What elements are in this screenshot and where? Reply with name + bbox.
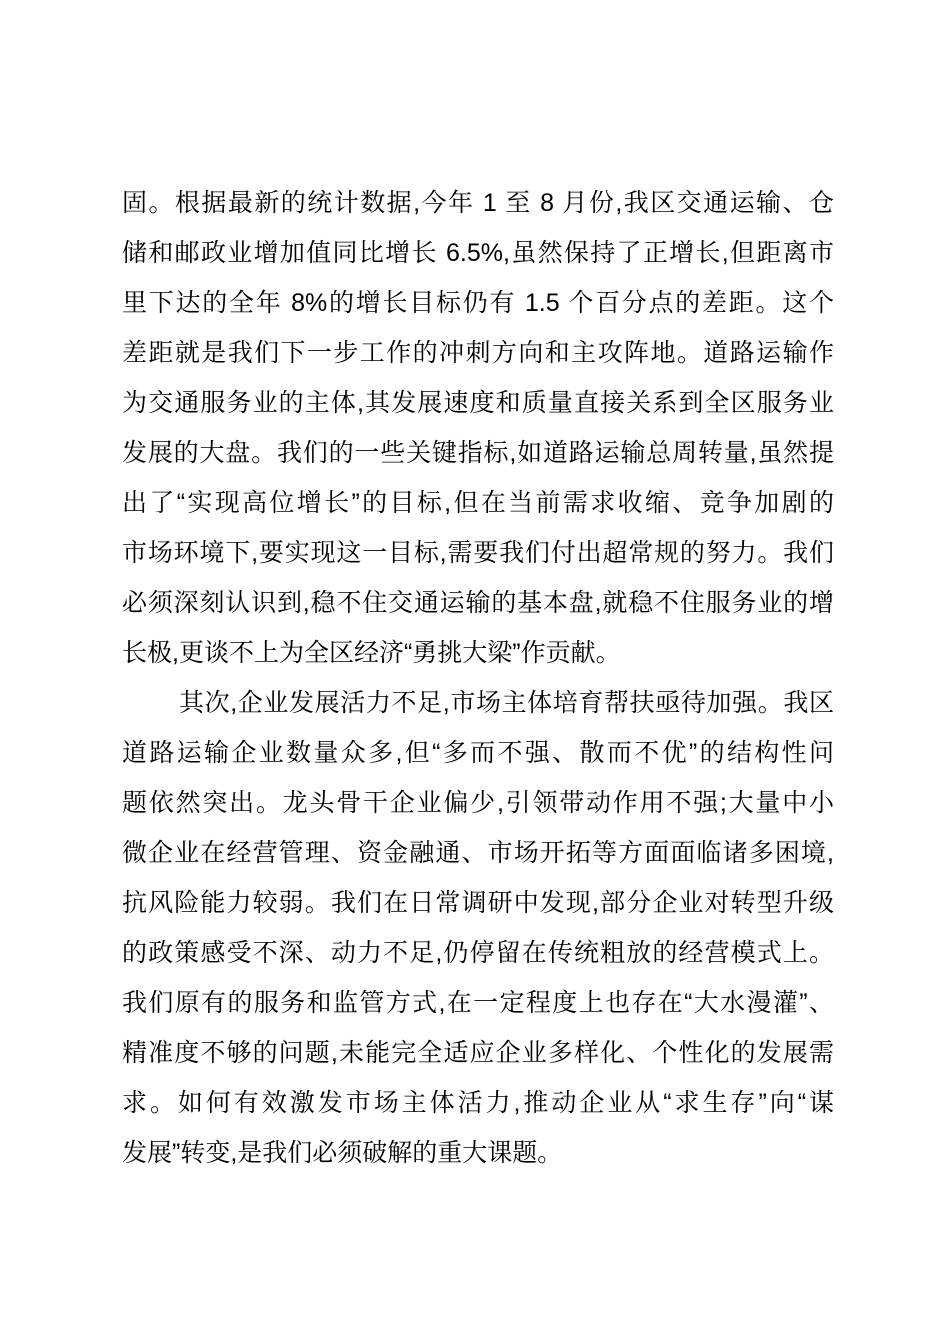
- text-line: 出了“实现高位增长”的目标,但在当前需求收缩、竞争加剧的: [122, 489, 834, 517]
- text-line: 题依然突出。龙头骨干企业偏少,引领带动作用不强;大量中小: [122, 789, 834, 817]
- text-line: 求。如何有效激发市场主体活力,推动企业从“求生存”向“谋: [122, 1089, 834, 1117]
- text-line: 差距就是我们下一步工作的冲刺方向和主攻阵地。道路运输作: [122, 339, 834, 367]
- text-line: 发展的大盘。我们的一些关键指标,如道路运输总周转量,虽然提: [122, 439, 834, 467]
- text-line: 道路运输企业数量众多,但“多而不强、散而不优”的结构性问: [122, 739, 834, 767]
- text-line: 抗风险能力较弱。我们在日常调研中发现,部分企业对转型升级: [122, 889, 834, 917]
- text-line: 我们原有的服务和监管方式,在一定程度上也存在“大水漫灌”、: [122, 989, 834, 1017]
- text-line: 为交通服务业的主体,其发展速度和质量直接关系到全区服务业: [122, 389, 834, 417]
- text-line: 里下达的全年 8%的增长目标仍有 1.5 个百分点的差距。这个: [122, 289, 834, 317]
- text-line: 的政策感受不深、动力不足,仍停留在传统粗放的经营模式上。: [122, 939, 834, 967]
- text-line: 长极,更谈不上为全区经济“勇挑大梁”作贡献。: [122, 639, 621, 667]
- document-body: [122, 178, 834, 1178]
- text-line: 微企业在经营管理、资金融通、市场开拓等方面面临诸多困境,: [122, 839, 834, 867]
- text-line: 精准度不够的问题,未能完全适应企业多样化、个性化的发展需: [122, 1039, 834, 1067]
- text-line: 其次,企业发展活力不足,市场主体培育帮扶亟待加强。我区: [179, 689, 834, 717]
- text-line: 储和邮政业增加值同比增长 6.5%,虽然保持了正增长,但距离市: [122, 239, 834, 267]
- text-line: 市场环境下,要实现这一目标,需要我们付出超常规的努力。我们: [122, 539, 834, 567]
- text-line: 发展”转变,是我们必须破解的重大课题。: [122, 1139, 563, 1167]
- text-line: 固。根据最新的统计数据,今年 1 至 8 月份,我区交通运输、仓: [122, 189, 834, 217]
- text-line: 必须深刻认识到,稳不住交通运输的基本盘,就稳不住服务业的增: [122, 589, 834, 617]
